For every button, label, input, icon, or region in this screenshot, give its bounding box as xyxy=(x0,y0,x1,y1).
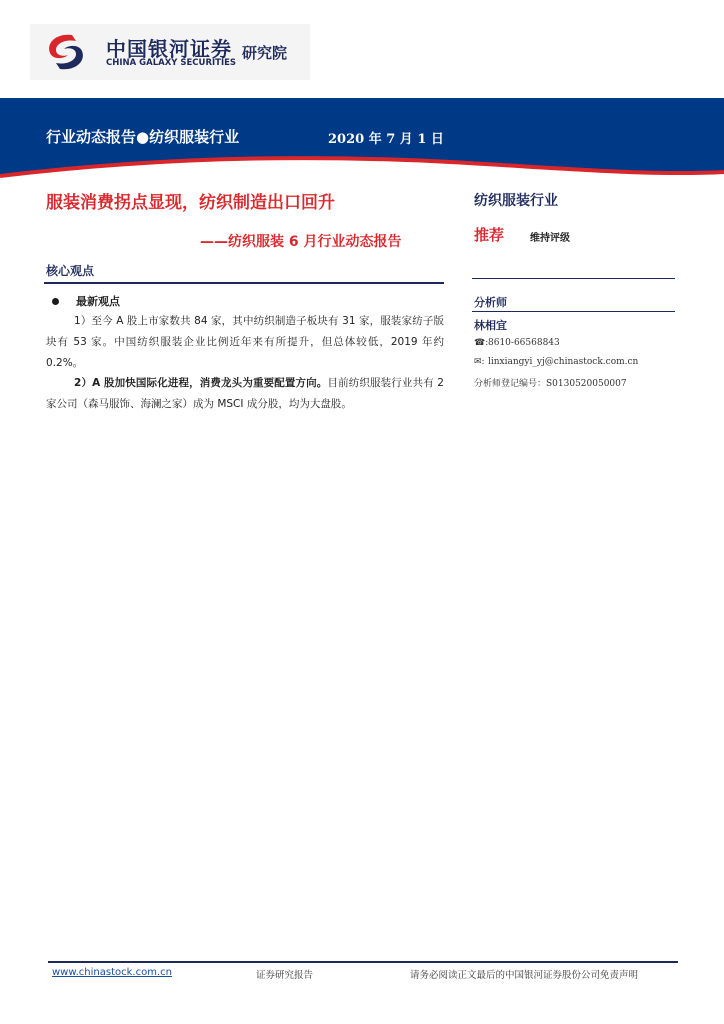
recommendation-label: 推荐 xyxy=(474,226,505,244)
sidebar-divider xyxy=(472,311,675,312)
bullet-icon xyxy=(52,298,59,305)
sidebar-divider xyxy=(472,278,675,279)
analyst-registration: 分析师登记编号：S0130520050007 xyxy=(474,379,627,389)
analyst-phone-text: 8610-66568843 xyxy=(488,338,560,348)
sidebar-industry: 纺织服装行业 xyxy=(474,193,558,209)
report-type-title: 行业动态报告●纺织服装行业 xyxy=(46,128,240,146)
phone-icon: ☎: xyxy=(474,338,489,348)
analyst-email[interactable] xyxy=(474,357,638,367)
analyst-heading: 分析师 xyxy=(474,296,507,309)
paragraph-2-bold: 2）A 股加快国际化进程，消费龙头为重要配置方向。 xyxy=(74,377,328,389)
analyst-email-text[interactable]: linxiangyi_yj@chinastock.com.cn xyxy=(488,357,639,367)
paragraph-1-text: 1）至今 A 股上市家数共 84 家，其中纺织制造子板块有 31 家，服装家纺子版块有 53 家。中国纺织服装企业比例近年来有所提升，但总体较低，2019 年约 0.2%。 xyxy=(46,315,444,369)
sub-title: ——纺织服装 6 月行业动态报告 xyxy=(200,234,402,250)
core-views-heading: 核心观点 xyxy=(46,264,95,278)
paragraph-1 xyxy=(46,311,444,374)
footer-divider xyxy=(48,961,678,963)
logo-chinese-name: 中国银河证券 xyxy=(106,37,232,61)
footer-website-link[interactable]: www.chinastock.com.cn xyxy=(52,967,172,978)
footer-disclaimer: 请务必阅读正文最后的中国银河证券股份公司免责声明 xyxy=(410,970,639,981)
galaxy-logo-icon xyxy=(42,31,90,73)
analyst-name: 林相宜 xyxy=(474,319,507,332)
logo-english-name: CHINA GALAXY SECURITIES xyxy=(106,58,237,68)
section-divider xyxy=(44,282,444,284)
latest-views-heading: 最新观点 xyxy=(76,295,120,308)
report-date: 2020 年 7 月 1 日 xyxy=(328,132,444,147)
mail-icon: ✉: xyxy=(474,357,485,367)
paragraph-2 xyxy=(46,373,444,415)
main-title: 服装消费拐点显现，纺织制造出口回升 xyxy=(46,193,335,213)
logo-institute: 研究院 xyxy=(242,44,288,62)
analyst-phone xyxy=(474,338,560,348)
paragraph-2-text: 目前纺织服装行业共有 2 家公司（森马服饰、海澜之家）成为 MSCI 成分股，均为大盘股。 xyxy=(46,377,444,410)
banner-wave xyxy=(0,150,724,190)
rating-label: 维持评级 xyxy=(530,233,570,244)
footer-doc-type: 证券研究报告 xyxy=(256,970,314,981)
